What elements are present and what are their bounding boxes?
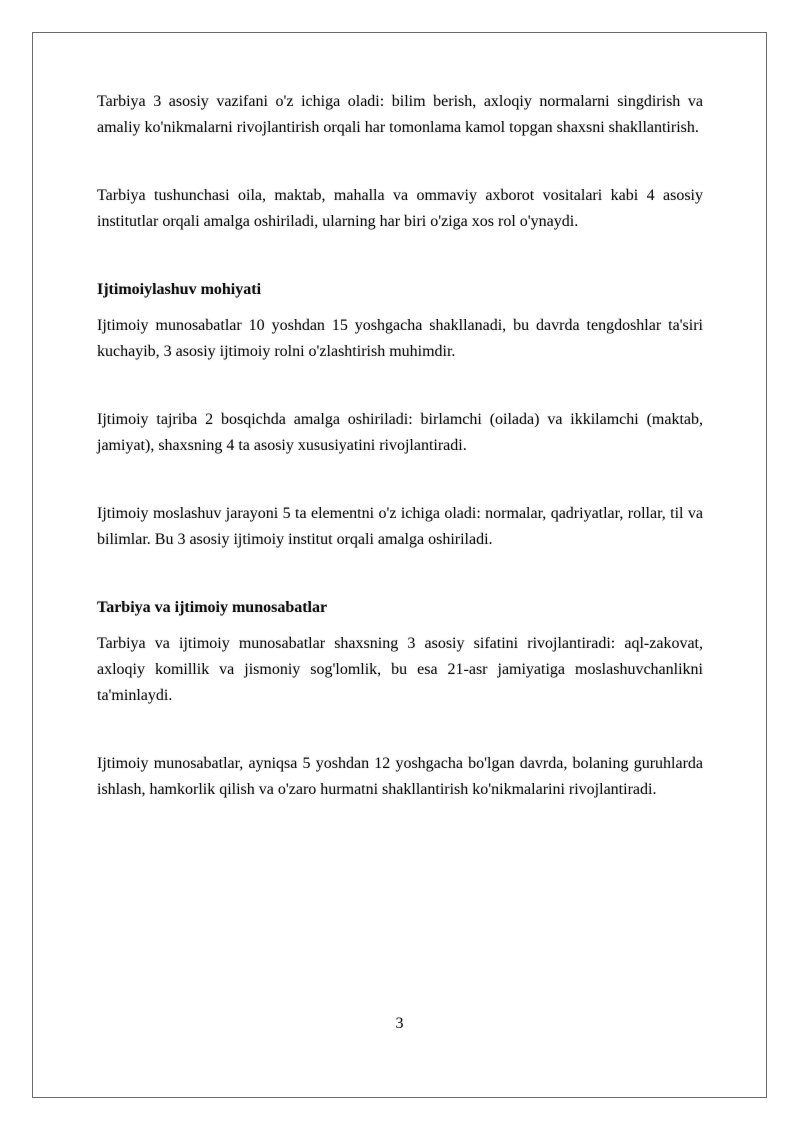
paragraph-6: Tarbiya va ijtimoiy munosabatlar shaxsning 3 asosiy sifatini rivojlantiradi: aql-zakovat, axloqiy komillik va jismoniy sog'lomlik, bu esa 21-asr jamiyatiga moslashuvchanlikni ta'minlaydi. bbox=[97, 635, 703, 704]
page-number: 3 bbox=[395, 1015, 404, 1032]
paragraph-5: Ijtimoiy moslashuv jarayoni 5 ta elementni o'z ichiga oladi: normalar, qadriyatlar, rollar, til va bilimlar. Bu 3 asosiy ijtimoiy institut orqali amalga oshiriladi. bbox=[97, 505, 703, 548]
paragraph-4: Ijtimoiy tajriba 2 bosqichda amalga oshiriladi: birlamchi (oilada) va ikkilamchi (maktab, jamiyat), shaxsning 4 ta asosiy xususiyatini rivojlantiradi. bbox=[97, 411, 703, 454]
paragraph-7: Ijtimoiy munosabatlar, ayniqsa 5 yoshdan 12 yoshgacha bo'lgan davrda, bolaning guruhlarda ishlash, hamkorlik qilish va o'zaro hurmatni shakllantirish ko'nikmalarini rivojlantiradi. bbox=[97, 755, 703, 798]
page-content bbox=[97, 89, 703, 803]
section-heading-1: Ijtimoiylashuv mohiyati bbox=[97, 281, 262, 298]
section-heading-2: Tarbiya va ijtimoiy munosabatlar bbox=[97, 599, 328, 616]
paragraph-2: Tarbiya tushunchasi oila, maktab, mahalla va ommaviy axborot vositalari kabi 4 asosiy institutlar orqali amalga oshiriladi, ularning har biri o'ziga xos rol o'ynaydi. bbox=[97, 187, 703, 230]
paragraph-3: Ijtimoiy munosabatlar 10 yoshdan 15 yoshgacha shakllanadi, bu davrda tengdoshlar ta'siri kuchayib, 3 asosiy ijtimoiy rolni o'zlashtirish muhimdir. bbox=[97, 317, 703, 360]
paragraph-1: Tarbiya 3 asosiy vazifani o'z ichiga oladi: bilim berish, axloqiy normalarni singdirish va amaliy ko'nikmalarni rivojlantirish orqali har tomonlama kamol topgan shaxsni shakllantirish. bbox=[97, 93, 703, 136]
document-page bbox=[32, 32, 767, 1098]
